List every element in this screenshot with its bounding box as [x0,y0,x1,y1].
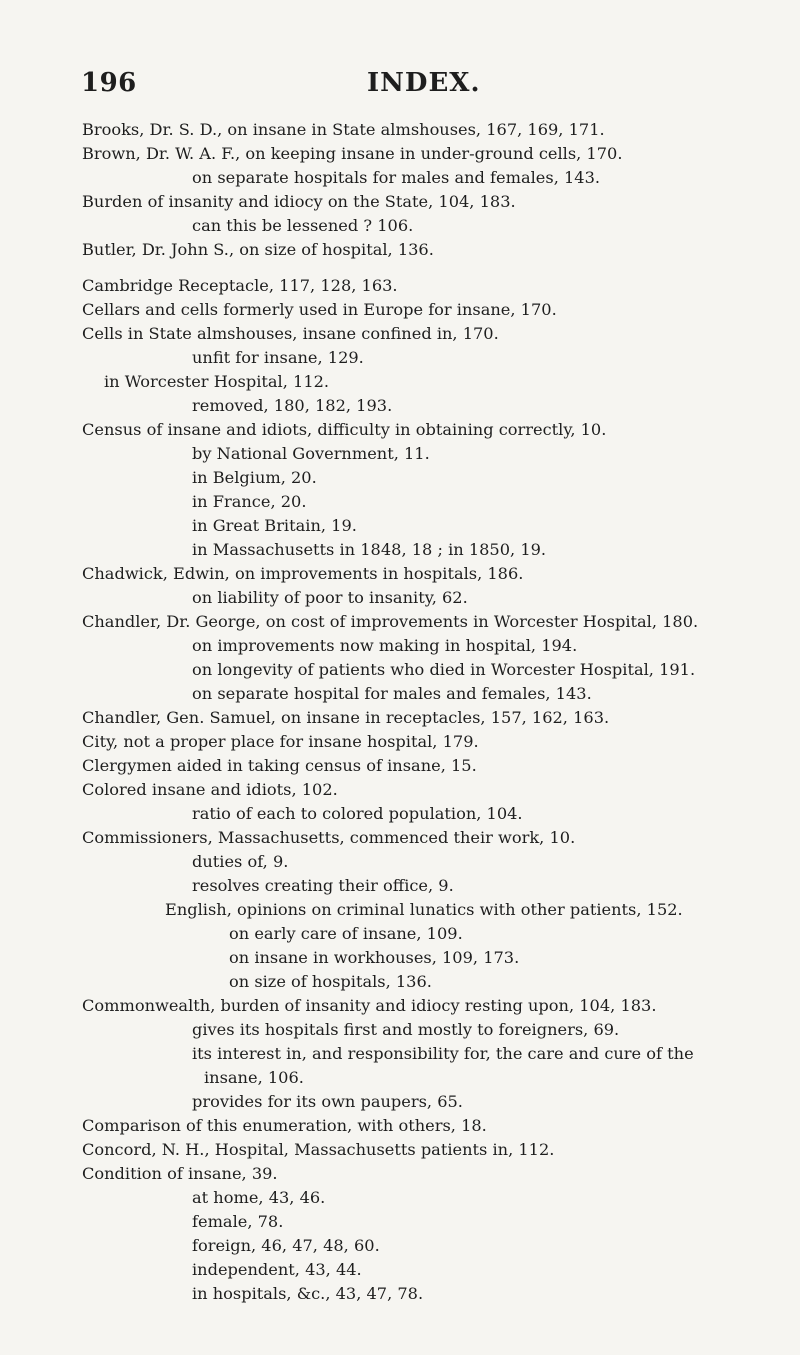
index-subentry: by National Government, 11. [192,444,430,463]
index-subentry: on early care of insane, 109. [229,924,463,943]
index-subentry: gives its hospitals first and mostly to foreigners, 69. [192,1020,620,1039]
index-subentry: unfit for insane, 129. [192,348,364,367]
index-subentry: foreign, 46, 47, 48, 60. [192,1236,380,1255]
index-entry: Cells in State almshouses, insane confined in, 170. [82,324,499,343]
index-subentry: provides for its own paupers, 65. [192,1092,463,1111]
index-subentry: on longevity of patients who died in Worcester Hospital, 191. [192,660,696,679]
index-entry: Chadwick, Edwin, on improvements in hospitals, 186. [82,564,524,583]
index-subentry: in Belgium, 20. [192,468,317,487]
index-entry: Cambridge Receptacle, 117, 128, 163. [82,276,398,295]
index-subentry: in Worcester Hospital, 112. [104,372,330,391]
index-entry: Chandler, Dr. George, on cost of improvements in Worcester Hospital, 180. [82,612,699,631]
index-entry: Colored insane and idiots, 102. [82,780,338,799]
index-entry: Concord, N. H., Hospital, Massachusetts patients in, 112. [82,1140,555,1159]
index-entry: Commissioners, Massachusetts, commenced their work, 10. [82,828,576,847]
index-entry: Butler, Dr. John S., on size of hospital, 136. [82,240,434,259]
page-header [0,68,800,108]
index-entry: Brooks, Dr. S. D., on insane in State almshouses, 167, 169, 171. [82,120,605,139]
index-entry: Cellars and cells formerly used in Europe for insane, 170. [82,300,557,319]
index-subentry: in Great Britain, 19. [192,516,357,535]
index-entry: Census of insane and idiots, difficulty in obtaining correctly, 10. [82,420,607,439]
index-subentry: on improvements now making in hospital, 194. [192,636,578,655]
page-number: 196 [81,68,137,98]
index-entry: Comparison of this enumeration, with others, 18. [82,1116,487,1135]
index-entry: Burden of insanity and idiocy on the State, 104, 183. [82,192,516,211]
index-subentry: ratio of each to colored population, 104. [192,804,523,823]
index-subentry: insane, 106. [204,1068,304,1087]
index-subentry: in France, 20. [192,492,307,511]
running-title: INDEX. [367,68,481,98]
index-entry: Commonwealth, burden of insanity and idiocy resting upon, 104, 183. [82,996,657,1015]
index-subentry: on size of hospitals, 136. [229,972,432,991]
index-entry: Chandler, Gen. Samuel, on insane in receptacles, 157, 162, 163. [82,708,610,727]
index-subentry: on separate hospitals for males and females, 143. [192,168,601,187]
index-subentry: female, 78. [192,1212,284,1231]
index-entry: Brown, Dr. W. A. F., on keeping insane in under-ground cells, 170. [82,144,623,163]
index-subentry: its interest in, and responsibility for, the care and cure of the [192,1044,694,1063]
index-subentry: on separate hospital for males and females, 143. [192,684,592,703]
index-subentry: independent, 43, 44. [192,1260,362,1279]
index-subentry: at home, 43, 46. [192,1188,326,1207]
index-subentry: English, opinions on criminal lunatics with other patients, 152. [165,900,683,919]
index-subentry: duties of, 9. [192,852,289,871]
index-subentry: removed, 180, 182, 193. [192,396,393,415]
index-subentry: resolves creating their office, 9. [192,876,454,895]
index-subentry: can this be lessened ? 106. [192,216,414,235]
index-entry: Condition of insane, 39. [82,1164,278,1183]
index-subentry: in Massachusetts in 1848, 18 ; in 1850, 19. [192,540,547,559]
index-subentry: in hospitals, &c., 43, 47, 78. [192,1284,424,1303]
index-subentry: on insane in workhouses, 109, 173. [229,948,520,967]
index-entry: Clergymen aided in taking census of insane, 15. [82,756,477,775]
index-entry: City, not a proper place for insane hospital, 179. [82,732,479,751]
index-subentry: on liability of poor to insanity, 62. [192,588,468,607]
